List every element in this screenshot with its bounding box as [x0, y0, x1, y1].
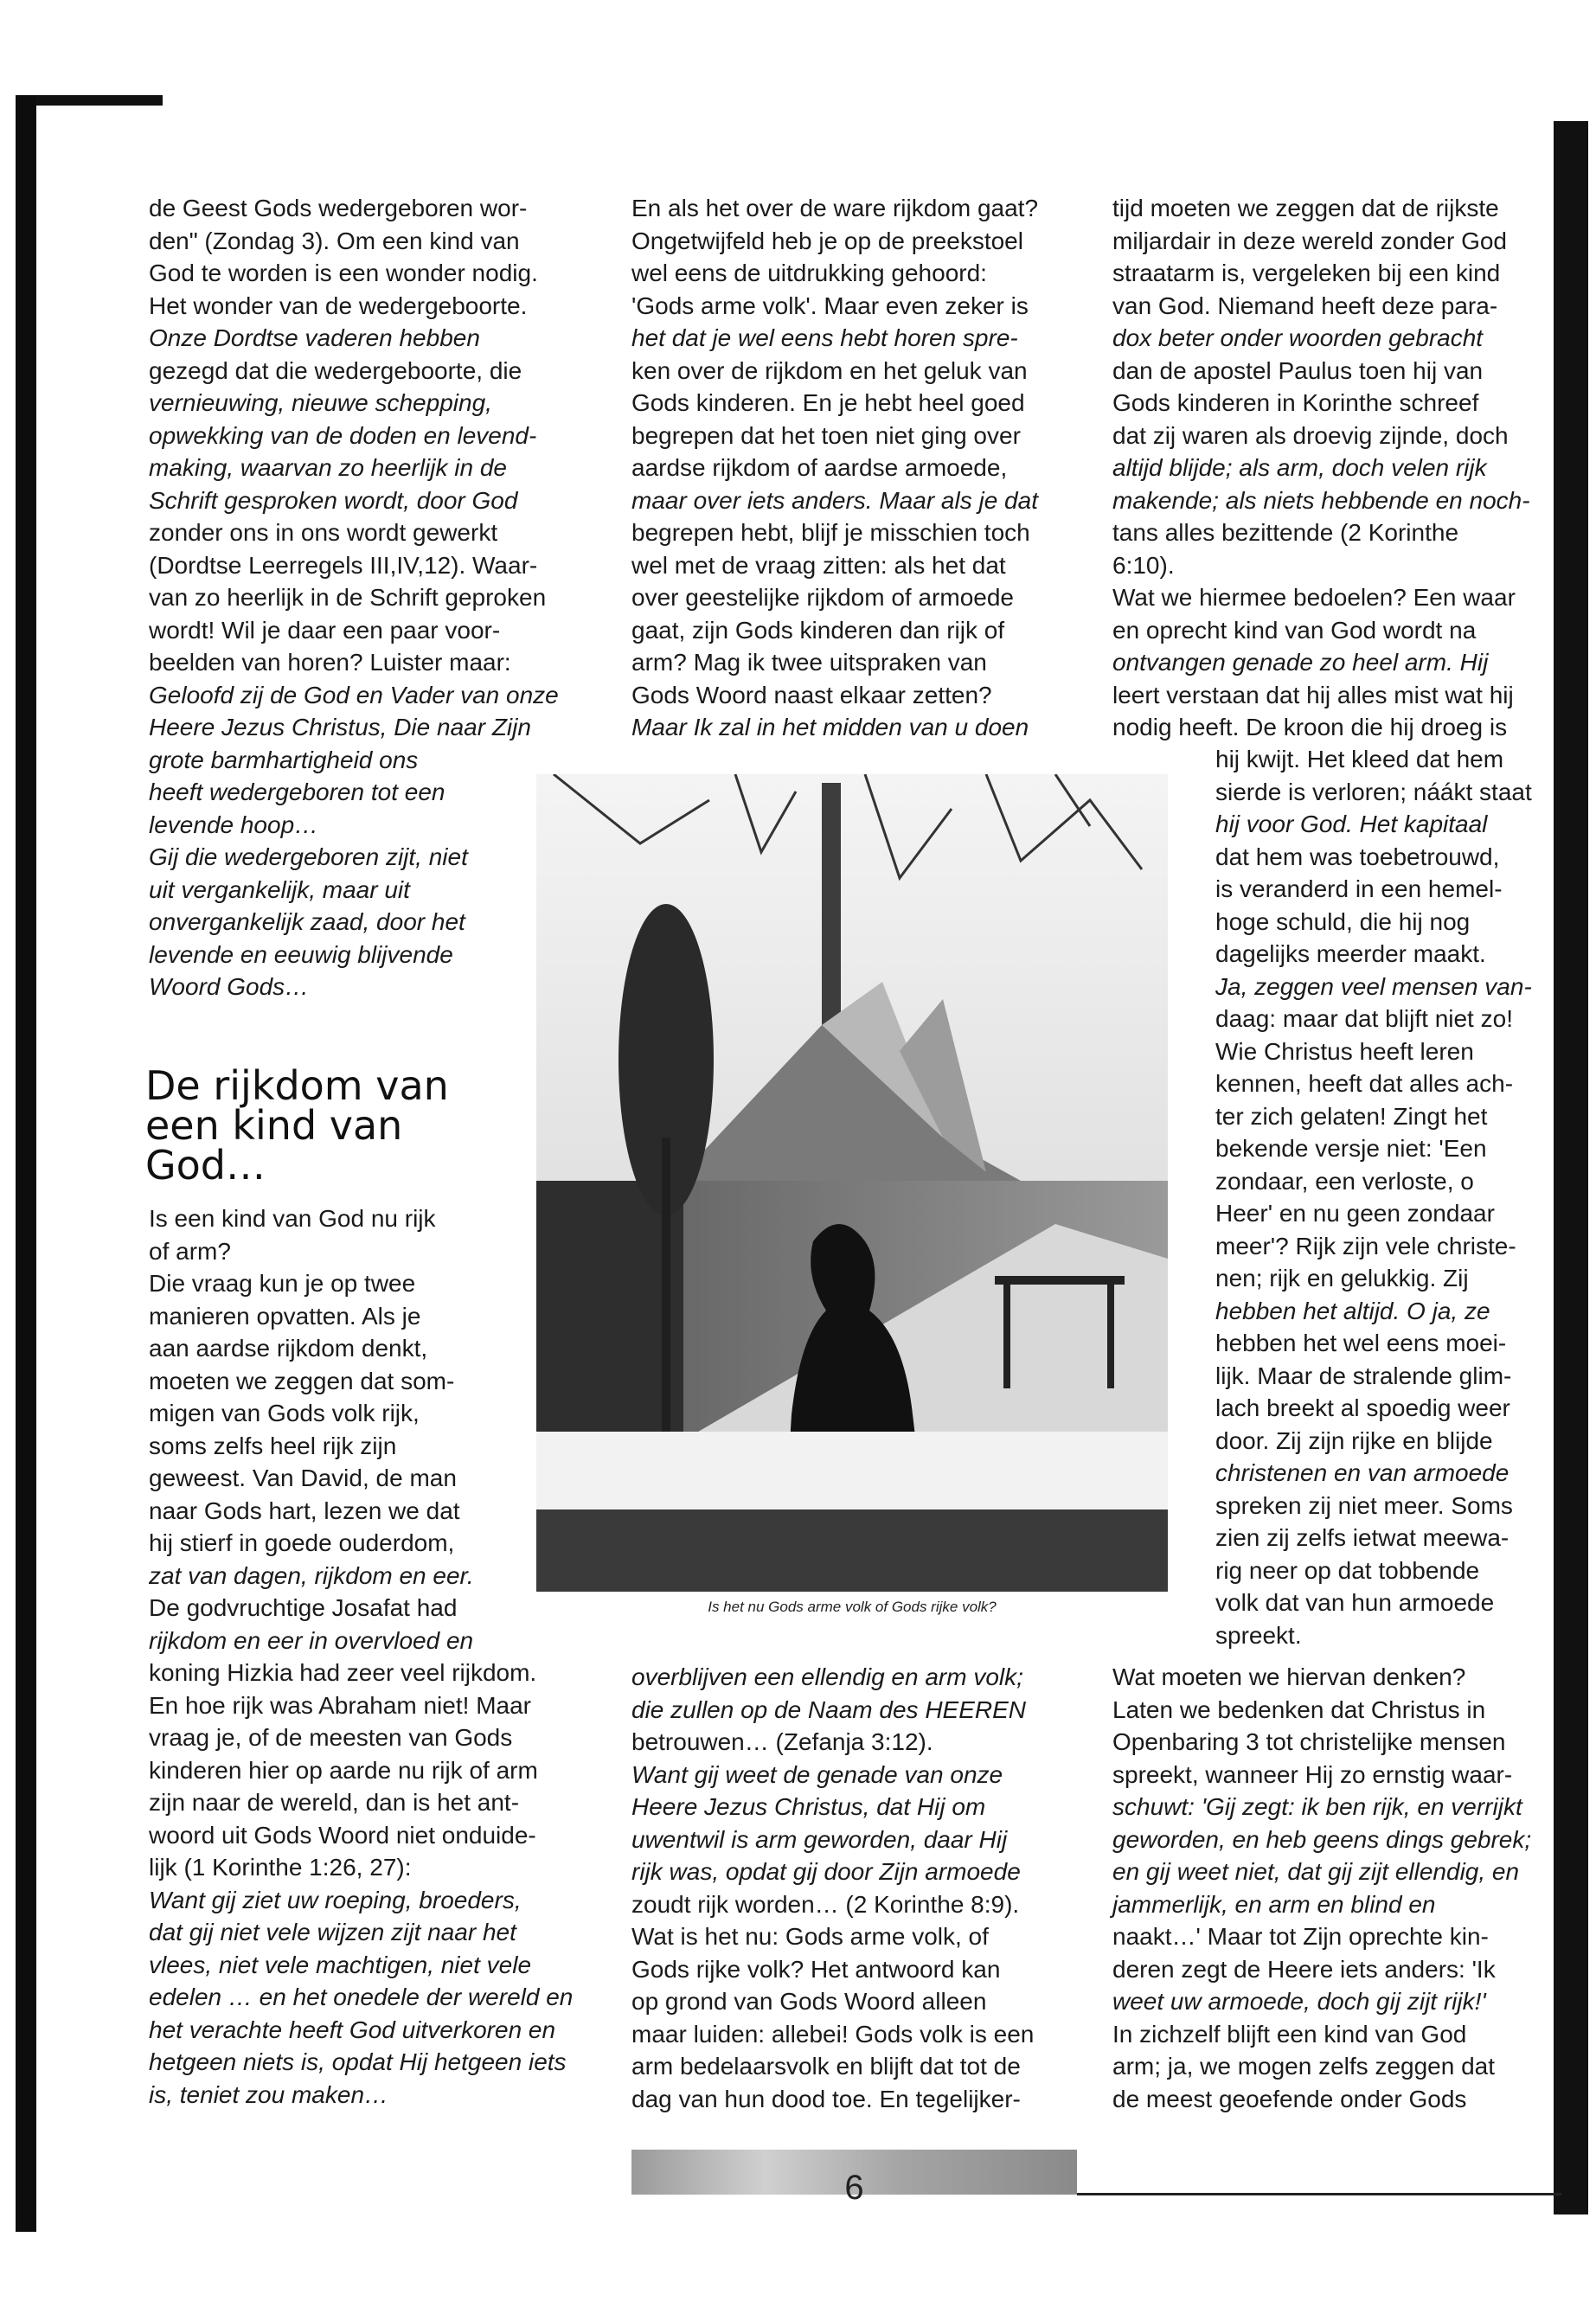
text-line: lijk. Maar de stralende glim- — [1215, 1362, 1512, 1389]
column-3-top — [1112, 192, 1567, 744]
text-line: geweest. Van David, de man — [149, 1465, 457, 1491]
page-number: 6 — [844, 2169, 864, 2207]
text-line: migen van Gods volk rijk, — [149, 1400, 420, 1426]
text-line: lijk (1 Korinthe 1:26, 27): — [149, 1854, 412, 1881]
text-line: den" (Zondag 3). Om een kind van — [149, 227, 520, 254]
text-line: De godvruchtige Josafat had — [149, 1594, 458, 1621]
text-line: Wat we hiermee bedoelen? Een waar — [1112, 584, 1516, 611]
text-line: zonder ons in ons wordt gewerkt — [149, 519, 498, 546]
text-line: hij kwijt. Het kleed dat hem — [1215, 746, 1504, 772]
text-line: uit vergankelijk, maar uit — [149, 875, 410, 903]
text-line: kennen, heeft dat alles ach- — [1215, 1070, 1514, 1097]
text-line: Gods rijke volk? Het antwoord kan — [631, 1955, 1001, 1983]
text-line: nodig heeft. De kroon die hij droeg is — [1112, 714, 1508, 740]
text-line: 6:10). — [1112, 551, 1175, 579]
text-line: vernieuwing, nieuwe schepping, — [149, 389, 492, 416]
text-line: arm; ja, we mogen zelfs zeggen dat — [1112, 2053, 1496, 2080]
text-line: Wie Christus heeft leren — [1215, 1037, 1474, 1065]
text-line: tijd moeten we zeggen dat de rijkste — [1112, 195, 1499, 221]
text-line: Wat moeten we hiervan denken? — [1112, 1663, 1466, 1690]
column-1-bottom — [149, 1202, 599, 2111]
text-line: miljardair in deze wereld zonder God — [1112, 227, 1507, 254]
text-line: kinderen hier op aarde nu rijk of arm — [149, 1756, 538, 1784]
text-line: moeten we zeggen dat som- — [149, 1367, 455, 1394]
page-number-bar — [631, 2150, 1077, 2207]
text-line: zien zij zelfs ietwat meewa- — [1215, 1524, 1509, 1551]
text-line: Gij die wedergeboren zijt, niet — [149, 843, 468, 870]
text-line: vlees, niet vele machtigen, niet vele — [149, 1951, 532, 1978]
text-line: Want gij weet de genade van onze — [631, 1760, 1003, 1788]
text-line: hetgeen niets is, opdat Hij hetgeen iets — [149, 2048, 567, 2075]
text-line: is veranderd in een hemel- — [1215, 875, 1503, 902]
text-line: opwekking van de doden en levend- — [149, 421, 537, 449]
text-line: door. Zij zijn rijke en blijde — [1215, 1426, 1493, 1454]
text-line: over geestelijke rijkdom of armoede — [631, 584, 1014, 611]
text-line: of arm? — [149, 1237, 231, 1265]
text-line: soms zelfs heel rijk zijn — [149, 1432, 397, 1459]
text-line: edelen … en het onedele der wereld en — [149, 1984, 574, 2010]
text-line: Is een kind van God nu rijk — [149, 1205, 436, 1232]
text-line: spreken zij niet meer. Soms — [1215, 1491, 1513, 1519]
text-line: maar luiden: allebei! Gods volk is een — [631, 2020, 1035, 2048]
text-line: gezegd dat die wedergeboorte, die — [149, 356, 522, 384]
text-line: making, waarvan zo heerlijk in de — [149, 454, 507, 481]
section-heading: De rijkdom van een kind van God… — [145, 1062, 449, 1189]
text-line: Openbaring 3 tot christelijke mensen — [1112, 1728, 1506, 1755]
text-line: woord uit Gods Woord niet onduide- — [149, 1821, 536, 1849]
text-line: Wat is het nu: Gods arme volk, of — [631, 1923, 989, 1950]
text-line: zoudt rijk worden… (2 Korinthe 8:9). — [631, 1890, 1020, 1918]
column-1-top — [149, 192, 599, 1003]
text-line: van God. Niemand heeft deze para- — [1112, 292, 1498, 319]
text-line: Want gij ziet uw roeping, broeders, — [149, 1886, 522, 1913]
text-line: hij stierf in goede ouderdom, — [149, 1529, 455, 1556]
text-line: begrepen hebt, blijf je misschien toch — [631, 519, 1030, 546]
text-line: volk dat van hun armoede — [1215, 1589, 1495, 1616]
text-line: zat van dagen, rijkdom en eer. — [149, 1561, 474, 1589]
text-line: de Geest Gods wedergeboren wor- — [149, 195, 528, 221]
bottom-rule — [1077, 2193, 1561, 2195]
text-line: koning Hizkia had zeer veel rijkdom. — [149, 1659, 537, 1686]
column-2-top — [631, 192, 1081, 744]
text-line: uwentwil is arm geworden, daar Hij — [631, 1825, 1008, 1853]
text-line: altijd blijde; als arm, doch velen rijk — [1112, 454, 1487, 481]
text-line: deren zegt de Heere iets anders: 'Ik — [1112, 1955, 1496, 1983]
text-line: weet uw armoede, doch gij zijt rijk!' — [1112, 1988, 1486, 2015]
text-line: Gods kinderen. En je hebt heel goed — [631, 389, 1025, 416]
text-line: zijn naar de wereld, dan is het ant- — [149, 1789, 520, 1816]
text-line: rijkdom en eer in overvloed en — [149, 1626, 474, 1654]
text-line: rijk was, opdat gij door Zijn armoede — [631, 1858, 1021, 1885]
text-line: zondaar, een verloste, o — [1215, 1167, 1474, 1195]
text-line: dat zij waren als droevig zijnde, doch — [1112, 421, 1509, 449]
text-line: wel eens de uitdrukking gehoord: — [631, 260, 987, 286]
text-line: dox beter onder woorden gebracht — [1112, 324, 1484, 351]
text-line: naar Gods hart, lezen we dat — [149, 1497, 460, 1524]
text-line: die zullen op de Naam des HEEREN — [631, 1695, 1027, 1723]
text-line: is, teniet zou maken… — [149, 2080, 389, 2108]
text-line: meer'? Rijk zijn vele christe- — [1215, 1232, 1516, 1259]
text-line: en gij weet niet, dat gij zijt ellendig, en — [1112, 1858, 1520, 1885]
text-line: overblijven een ellendig en arm volk; — [631, 1663, 1023, 1690]
text-line: levende en eeuwig blijvende — [149, 940, 453, 968]
text-line: dagelijks meerder maakt. — [1215, 940, 1486, 967]
text-line: begrepen dat het toen niet ging over — [631, 421, 1021, 449]
text-line: Geloofd zij de God en Vader van onze — [149, 681, 559, 708]
photo-caption: Is het nu Gods arme volk of Gods rijke volk? — [708, 1599, 997, 1615]
text-line: Ongetwijfeld heb je op de preekstoel — [631, 227, 1023, 254]
column-3-bottom — [1112, 1661, 1567, 2115]
text-line: beelden van horen? Luister maar: — [149, 649, 511, 676]
text-line: Laten we bedenken dat Christus in — [1112, 1695, 1486, 1723]
text-line: Het wonder van de wedergeboorte. — [149, 292, 528, 319]
text-line: Maar Ik zal in het midden van u doen — [631, 714, 1029, 740]
text-line: het dat je wel eens hebt horen spre- — [631, 324, 1018, 351]
text-line: van zo heerlijk in de Schrift geproken — [149, 584, 547, 611]
text-line: levende hoop… — [149, 811, 319, 838]
text-line: En als het over de ware rijkdom gaat? — [631, 195, 1039, 221]
text-line: Heer' en nu geen zondaar — [1215, 1200, 1495, 1227]
column-2-bottom — [631, 1661, 1081, 2115]
text-line: hebben het wel eens moei- — [1215, 1330, 1507, 1356]
text-line: Onze Dordtse vaderen hebben — [149, 324, 480, 351]
text-line: Woord Gods… — [149, 973, 310, 1000]
text-line: leert verstaan dat hij alles mist wat hij — [1112, 681, 1514, 708]
text-line: ontvangen genade zo heel arm. Hij — [1112, 649, 1489, 676]
text-line: en oprecht kind van God wordt na — [1112, 616, 1477, 644]
text-line: grote barmhartigheid ons — [149, 746, 419, 773]
text-line: Die vraag kun je op twee — [149, 1270, 416, 1297]
text-line: maar over iets anders. Maar als je dat — [631, 486, 1038, 514]
text-line: hij voor God. Het kapitaal — [1215, 811, 1488, 837]
text-line: Schrift gesproken wordt, door God — [149, 486, 518, 514]
text-line: wel met de vraag zitten: als het dat — [631, 551, 1006, 579]
text-line: 'Gods arme volk'. Maar even zeker is — [631, 292, 1029, 319]
text-line: bekende versje niet: 'Een — [1215, 1135, 1487, 1162]
text-line: geworden, en heb geens dings gebrek; — [1112, 1825, 1532, 1853]
text-line: hoge schuld, die hij nog — [1215, 907, 1471, 935]
text-line: ter zich gelaten! Zingt het — [1215, 1102, 1488, 1130]
text-line: dan de apostel Paulus toen hij van — [1112, 356, 1484, 384]
text-line: vraag je, of de meesten van Gods — [149, 1724, 513, 1751]
text-line: naakt…' Maar tot Zijn oprechte kin- — [1112, 1923, 1489, 1950]
text-line: onvergankelijk zaad, door het — [149, 908, 465, 935]
scan-border-top — [16, 95, 163, 106]
text-line: daag: maar dat blijft niet zo! — [1215, 1005, 1513, 1032]
text-line: tans alles bezittende (2 Korinthe — [1112, 519, 1459, 546]
text-line: straatarm is, vergeleken bij een kind — [1112, 260, 1501, 286]
text-line: gaat, zijn Gods kinderen dan rijk of — [631, 616, 1005, 644]
text-line: betrouwen… (Zefanja 3:12). — [631, 1728, 933, 1755]
text-line: hebben het altijd. O ja, ze — [1215, 1297, 1490, 1324]
text-line: ken over de rijkdom en het geluk van — [631, 356, 1028, 384]
text-line: En hoe rijk was Abraham niet! Maar — [149, 1691, 531, 1719]
text-line: Heere Jezus Christus, Die naar Zijn — [149, 714, 531, 740]
text-line: Heere Jezus Christus, dat Hij om — [631, 1793, 986, 1820]
text-line: lach breekt al spoedig weer — [1215, 1394, 1510, 1421]
text-line: sierde is verloren; náákt staat — [1215, 778, 1532, 805]
text-line: (Dordtse Leerregels III,IV,12). Waar- — [149, 551, 538, 579]
text-line: heeft wedergeboren tot een — [149, 779, 445, 805]
text-line: Ja, zeggen veel mensen van- — [1215, 972, 1532, 1000]
church-photo — [536, 774, 1168, 1592]
text-line: spreekt, wanneer Hij zo ernstig waar- — [1112, 1760, 1513, 1788]
text-line: dat hem was toebetrouwd, — [1215, 843, 1500, 870]
text-line: dag van hun dood toe. En tegelijker- — [631, 2085, 1021, 2112]
text-line: aardse rijkdom of aardse armoede, — [631, 454, 1008, 481]
text-line: wordt! Wil je daar een paar voor- — [149, 616, 501, 644]
text-line: christenen en van armoede — [1215, 1459, 1509, 1486]
text-line: manieren opvatten. Als je — [149, 1302, 421, 1330]
text-line: het verachte heeft God uitverkoren en — [149, 2016, 556, 2043]
text-line: dat gij niet vele wijzen zijt naar het — [149, 1919, 516, 1945]
column-3-middle — [1215, 743, 1561, 1651]
text-line: nen; rijk en gelukkig. Zij — [1215, 1265, 1469, 1292]
text-line: rig neer op dat tobbende — [1215, 1556, 1480, 1584]
text-line: op grond van Gods Woord alleen — [631, 1988, 987, 2015]
scan-border-left — [16, 95, 36, 2232]
text-line: arm bedelaarsvolk en blijft dat tot de — [631, 2053, 1021, 2080]
text-line: Gods Woord naast elkaar zetten? — [631, 681, 992, 708]
text-line: In zichzelf blijft een kind van God — [1112, 2020, 1467, 2048]
text-line: schuwt: 'Gij zegt: ik ben rijk, en verrijkt — [1112, 1793, 1522, 1820]
text-line: Gods kinderen in Korinthe schreef — [1112, 389, 1479, 416]
text-line: aan aardse rijkdom denkt, — [149, 1335, 428, 1362]
text-line: God te worden is een wonder nodig. — [149, 260, 538, 286]
text-line: makende; als niets hebbende en noch- — [1112, 486, 1530, 514]
text-line: jammerlijk, en arm en blind en — [1112, 1890, 1436, 1918]
text-line: spreekt. — [1215, 1621, 1302, 1649]
text-line: arm? Mag ik twee uitspraken van — [631, 649, 987, 676]
text-line: de meest geoefende onder Gods — [1112, 2085, 1467, 2112]
